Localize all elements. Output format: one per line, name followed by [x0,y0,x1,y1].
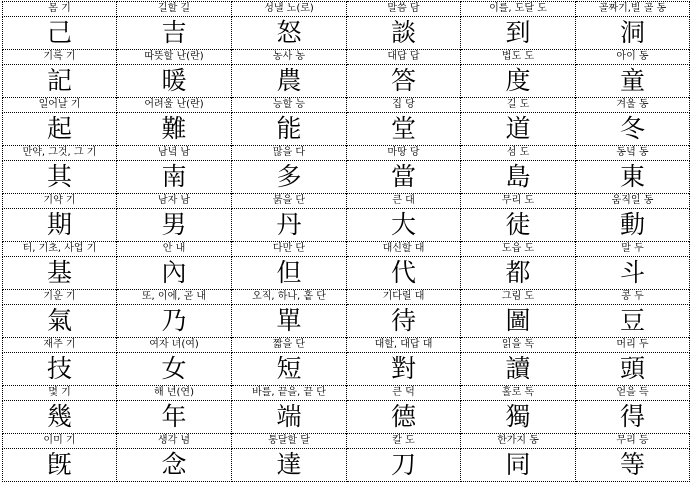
meaning-cell: 기록 기 [3,50,117,65]
meaning-cell: 무리 등 [576,434,690,449]
meaning-cell: 몇 기 [3,386,117,401]
hanja-character: 等 [576,449,690,482]
hanja-row [3,401,690,434]
meaning-cell: 짧을 단 [232,338,347,353]
hanja-character: 東 [576,161,690,194]
hanja-character: 斗 [576,257,690,290]
meaning-cell: 남녘 남 [117,146,232,161]
hanja-character: 己 [3,17,117,50]
hanja-character: 德 [347,401,461,434]
meaning-cell: 일어날 기 [3,98,117,113]
meaning-cell: 겨울 동 [576,98,690,113]
meaning-row [3,50,690,65]
hanja-character: 獨 [461,401,576,434]
meaning-cell: 한가지 동 [461,434,576,449]
hanja-character: 豆 [576,305,690,338]
meaning-row [3,434,690,449]
hanja-character: 女 [117,353,232,386]
hanja-character: 徒 [461,209,576,242]
grid-body [3,2,690,482]
meaning-cell: 움직일 동 [576,194,690,209]
hanja-row [3,65,690,98]
meaning-cell: 골짜기,빌 골 동 [576,2,690,17]
hanja-character: 年 [117,401,232,434]
meaning-cell: 대할, 대답 대 [347,338,461,353]
meaning-cell: 도읍 도 [461,242,576,257]
meaning-cell: 칼 도 [347,434,461,449]
meaning-cell: 대답 답 [347,50,461,65]
meaning-cell: 아이 동 [576,50,690,65]
hanja-character: 讀 [461,353,576,386]
hanja-character: 圖 [461,305,576,338]
meaning-cell: 동녘 동 [576,146,690,161]
hanja-character: 代 [347,257,461,290]
hanja-row [3,305,690,338]
hanja-character: 旣 [3,449,117,482]
hanja-character: 待 [347,305,461,338]
hanja-character: 刀 [347,449,461,482]
hanja-character: 其 [3,161,117,194]
meaning-cell: 섬 도 [461,146,576,161]
meaning-cell: 붉을 단 [232,194,347,209]
hanja-row [3,209,690,242]
hanja-character: 答 [347,65,461,98]
hanja-row [3,17,690,50]
hanja-grid [2,1,690,482]
meaning-cell: 안 내 [117,242,232,257]
meaning-cell: 재주 기 [3,338,117,353]
meaning-cell: 이를, 도달 도 [461,2,576,17]
meaning-cell: 읽을 독 [461,338,576,353]
meaning-cell: 말씀 담 [347,2,461,17]
hanja-character: 農 [232,65,347,98]
meaning-cell: 홀로 독 [461,386,576,401]
hanja-character: 大 [347,209,461,242]
meaning-cell: 남자 남 [117,194,232,209]
meaning-cell: 법도 도 [461,50,576,65]
meaning-cell: 또, 이에, 곧 내 [117,290,232,305]
hanja-character: 單 [232,305,347,338]
meaning-cell: 무리 도 [461,194,576,209]
hanja-character: 起 [3,113,117,146]
meaning-cell: 몸 기 [3,2,117,17]
meaning-cell: 생각 념 [117,434,232,449]
hanja-character: 都 [461,257,576,290]
hanja-character: 達 [232,449,347,482]
hanja-character: 到 [461,17,576,50]
hanja-character: 對 [347,353,461,386]
hanja-character: 丹 [232,209,347,242]
meaning-row [3,338,690,353]
hanja-character: 基 [3,257,117,290]
meaning-cell: 해 년(연) [117,386,232,401]
meaning-cell: 만약, 그것, 그 기 [3,146,117,161]
meaning-row [3,98,690,113]
hanja-row [3,113,690,146]
meaning-cell: 큰 대 [347,194,461,209]
meaning-row [3,146,690,161]
hanja-character: 多 [232,161,347,194]
meaning-cell: 기약 기 [3,194,117,209]
meaning-cell: 다만 단 [232,242,347,257]
meaning-cell: 오직, 하나, 홑 단 [232,290,347,305]
hanja-character: 念 [117,449,232,482]
hanja-character: 短 [232,353,347,386]
hanja-character: 當 [347,161,461,194]
meaning-cell: 바를, 끝을, 끝 단 [232,386,347,401]
hanja-character: 期 [3,209,117,242]
hanja-character: 幾 [3,401,117,434]
hanja-character: 童 [576,65,690,98]
meaning-row [3,2,690,17]
hanja-character: 暖 [117,65,232,98]
meaning-cell: 길할 길 [117,2,232,17]
meaning-cell: 어려울 난(란) [117,98,232,113]
meaning-cell: 기운 기 [3,290,117,305]
hanja-character: 堂 [347,113,461,146]
meaning-cell: 콩 두 [576,290,690,305]
hanja-character: 得 [576,401,690,434]
meaning-cell: 터, 기초, 사업 기 [3,242,117,257]
hanja-character: 冬 [576,113,690,146]
hanja-character: 難 [117,113,232,146]
meaning-cell: 마땅 당 [347,146,461,161]
meaning-cell: 말 두 [576,242,690,257]
hanja-character: 怒 [232,17,347,50]
meaning-cell: 이미 기 [3,434,117,449]
meaning-cell: 따뜻할 난(란) [117,50,232,65]
meaning-cell: 큰 덕 [347,386,461,401]
hanja-character: 度 [461,65,576,98]
meaning-cell: 성낼 노(로) [232,2,347,17]
meaning-cell: 기다릴 대 [347,290,461,305]
meaning-cell: 농사 농 [232,50,347,65]
hanja-character: 頭 [576,353,690,386]
meaning-row [3,386,690,401]
meaning-cell: 그림 도 [461,290,576,305]
meaning-cell: 많을 다 [232,146,347,161]
meaning-cell: 얻을 득 [576,386,690,401]
hanja-character: 談 [347,17,461,50]
hanja-character: 道 [461,113,576,146]
meaning-cell: 여자 녀(여) [117,338,232,353]
hanja-character: 端 [232,401,347,434]
hanja-character: 氣 [3,305,117,338]
hanja-row [3,161,690,194]
meaning-row [3,242,690,257]
hanja-character: 乃 [117,305,232,338]
meaning-cell: 능할 능 [232,98,347,113]
meaning-cell: 길 도 [461,98,576,113]
hanja-character: 男 [117,209,232,242]
meaning-cell: 머리 두 [576,338,690,353]
meaning-row [3,194,690,209]
hanja-character: 洞 [576,17,690,50]
hanja-row [3,449,690,482]
meaning-cell: 집 당 [347,98,461,113]
hanja-character: 吉 [117,17,232,50]
hanja-character: 動 [576,209,690,242]
meaning-cell: 대신할 대 [347,242,461,257]
hanja-character: 南 [117,161,232,194]
hanja-character: 記 [3,65,117,98]
hanja-character: 同 [461,449,576,482]
hanja-character: 能 [232,113,347,146]
hanja-character: 內 [117,257,232,290]
hanja-row [3,257,690,290]
hanja-character: 島 [461,161,576,194]
hanja-character: 技 [3,353,117,386]
hanja-character: 但 [232,257,347,290]
meaning-row [3,290,690,305]
hanja-row [3,353,690,386]
meaning-cell: 통달할 달 [232,434,347,449]
